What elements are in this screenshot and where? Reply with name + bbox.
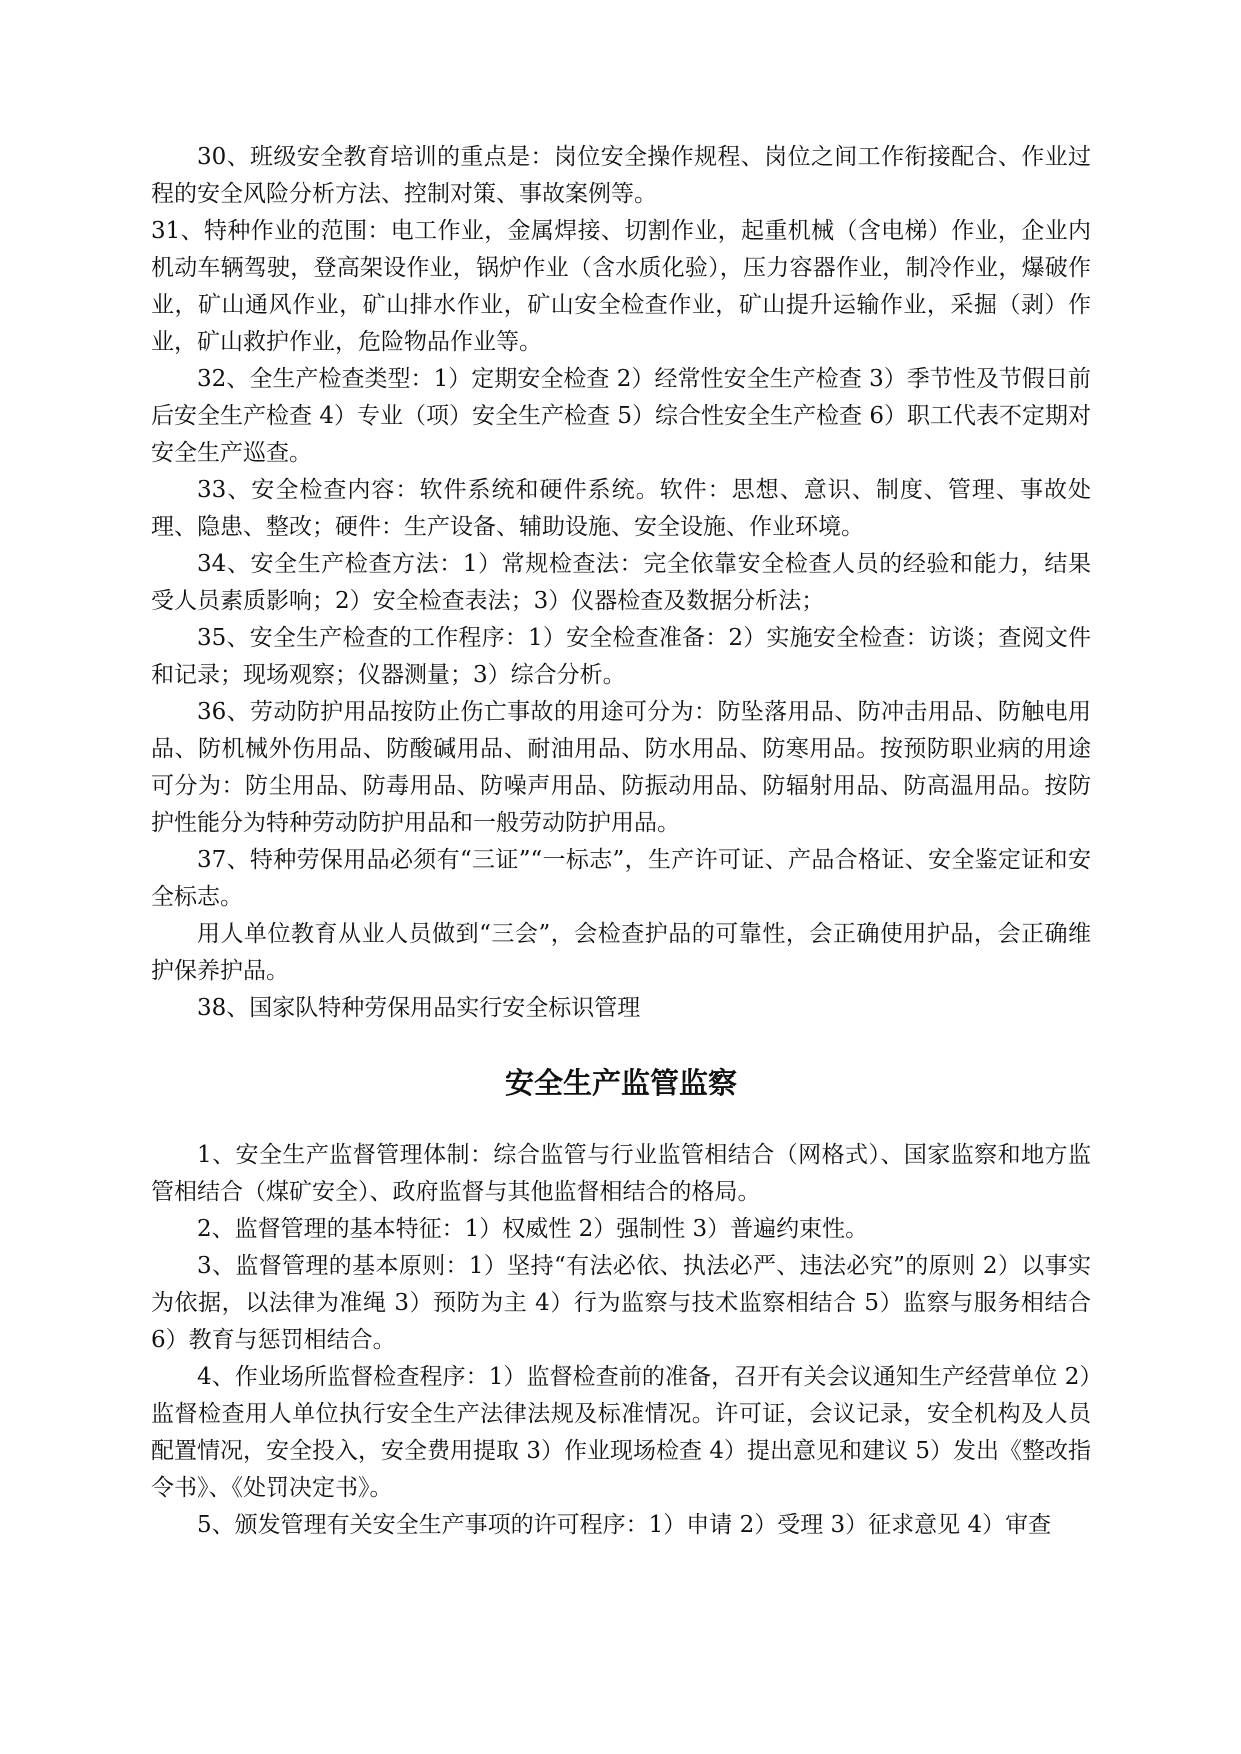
- supervision-paragraph-1: 1、安全生产监督管理体制：综合监管与行业监管相结合（网格式）、国家监察和地方监管相结合（煤矿安全）、政府监督与其他监督相结合的格局。: [151, 1142, 1091, 1205]
- paragraph-37-continued: 用人单位教育从业人员做到“三会”，会检查护品的可靠性，会正确使用护品，会正确维护保养护品。: [151, 921, 1091, 984]
- supervision-paragraph-3: 3、监督管理的基本原则：1）坚持“有法必依、执法必严、违法必究”的原则 2）以事实为依据，以法律为准绳 3）预防为主 4）行为监察与技术监察相结合 5）监察与服务相结合 6）教育与惩罚相结合。: [151, 1253, 1091, 1353]
- paragraph-32: 32、全生产检查类型：1）定期安全检查 2）经常性安全生产检查 3）季节性及节假日前后安全生产检查 4）专业（项）安全生产检查 5）综合性安全生产检查 6）职工代表不定期对安全生产巡查。: [151, 366, 1091, 466]
- supervision-paragraph-4: 4、作业场所监督检查程序：1）监督检查前的准备，召开有关会议通知生产经营单位 2）监督检查用人单位执行安全生产法律法规及标准情况。许可证，会议记录，安全机构及人员配置情况，安全投入，安全费用提取 3）作业现场检查 4）提出意见和建议 5）发出《整改指令书》、《处罚决定书》。: [151, 1364, 1091, 1501]
- paragraph-33: 33、安全检查内容：软件系统和硬件系统。软件：思想、意识、制度、管理、事故处理、隐患、整改；硬件：生产设备、辅助设施、安全设施、作业环境。: [151, 477, 1091, 540]
- supervision-paragraph-2: 2、监督管理的基本特征：1）权威性 2）强制性 3）普遍约束性。: [197, 1216, 869, 1242]
- paragraph-31: 31、特种作业的范围：电工作业，金属焊接、切割作业，起重机械（含电梯）作业，企业内机动车辆驾驶，登高架设作业，锅炉作业（含水质化验），压力容器作业，制冷作业，爆破作业，矿山通风作业，矿山排水作业，矿山安全检查作业，矿山提升运输作业，采掘（剥）作业，矿山救护作业，危险物品作业等。: [151, 218, 1091, 355]
- paragraph-30: 30、班级安全教育培训的重点是：岗位安全操作规程、岗位之间工作衔接配合、作业过程的安全风险分析方法、控制对策、事故案例等。: [151, 144, 1091, 207]
- supervision-paragraph-5: 5、颁发管理有关安全生产事项的许可程序：1）申请 2）受理 3）征求意见 4）审查: [197, 1512, 1052, 1538]
- paragraph-38: 38、国家队特种劳保用品实行安全标识管理: [197, 995, 641, 1021]
- paragraph-36: 36、劳动防护用品按防止伤亡事故的用途可分为：防坠落用品、防冲击用品、防触电用品、防机械外伤用品、防酸碱用品、耐油用品、防水用品、防寒用品。按预防职业病的用途可分为：防尘用品、防毒用品、防噪声用品、防振动用品、防辐射用品、防高温用品。按防护性能分为特种劳动防护用品和一般劳动防护用品。: [151, 699, 1091, 836]
- section-heading: 安全生产监管监察: [504, 1066, 737, 1100]
- paragraph-35: 35、安全生产检查的工作程序：1）安全检查准备：2）实施安全检查：访谈；查阅文件和记录；现场观察；仪器测量；3）综合分析。: [151, 625, 1091, 688]
- paragraph-37: 37、特种劳保用品必须有“三证”“一标志”，生产许可证、产品合格证、安全鉴定证和安全标志。: [151, 847, 1091, 910]
- paragraph-34: 34、安全生产检查方法：1）常规检查法：完全依靠安全检查人员的经验和能力，结果受人员素质影响；2）安全检查表法；3）仪器检查及数据分析法；: [151, 551, 1091, 614]
- document-page: [151, 139, 1091, 1544]
